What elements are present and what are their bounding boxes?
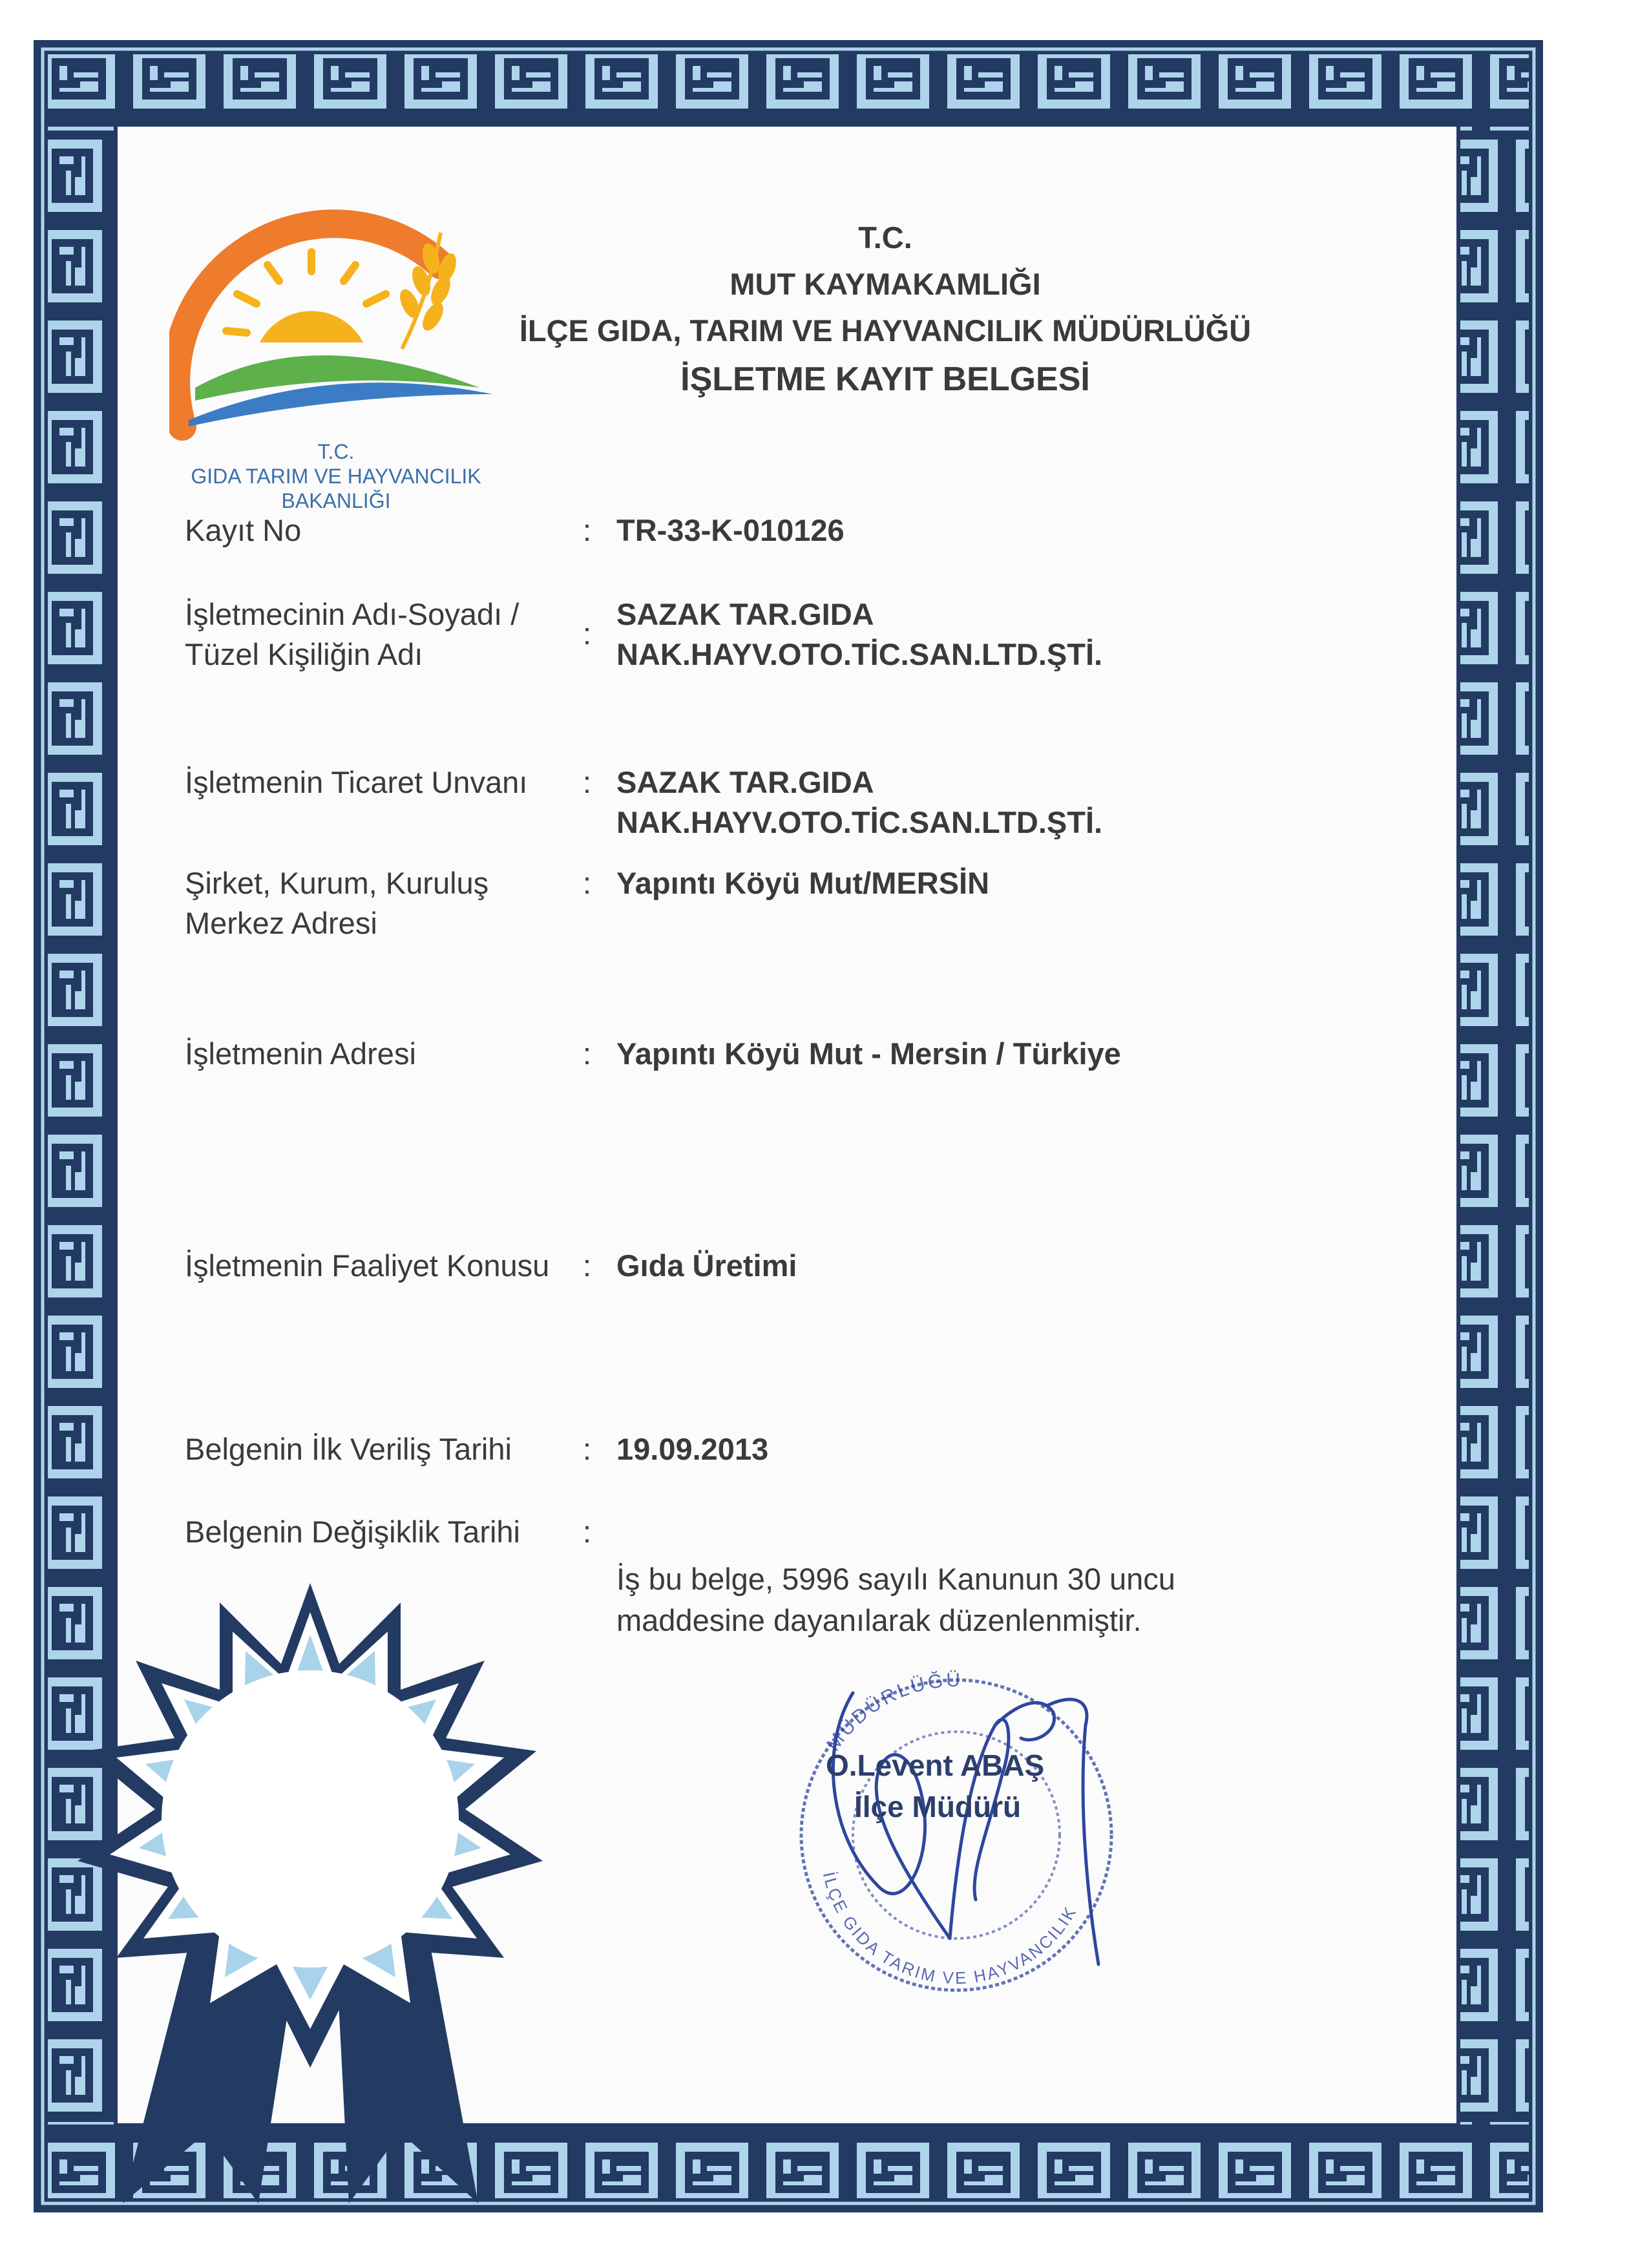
merkez-adresi-label-line1: Şirket, Kurum, Kuruluş (185, 866, 489, 900)
ilk-verilis-colon: : (583, 1432, 592, 1466)
faaliyet-konusu-label: İşletmenin Faaliyet Konusu (185, 1248, 550, 1283)
faaliyet-konusu-value: Gıda Üretimi (616, 1248, 797, 1283)
logo-caption (162, 439, 510, 513)
degisiklik-tarihi-colon: : (583, 1515, 592, 1549)
document-header (452, 215, 1318, 404)
merkez-adresi-label-line2: Merkez Adresi (185, 906, 377, 940)
header-tc: T.C. (858, 220, 912, 255)
merkez-adresi-colon: : (583, 866, 592, 900)
handwritten-signature (801, 1667, 1137, 2003)
legal-line-2: maddesine dayanılarak düzenlenmiştir. (616, 1603, 1142, 1637)
document-title: İŞLETME KAYIT BELGESİ (680, 361, 1090, 398)
legal-statement (616, 1559, 1327, 1641)
stamp-text-top: MÜDÜRLÜĞÜ (822, 1669, 963, 1755)
signatory-name: O.Levent ABAŞ (826, 1748, 1045, 1782)
faaliyet-konusu-colon: : (583, 1248, 592, 1283)
award-rosette-icon (65, 1564, 556, 2203)
ilk-verilis-value: 19.09.2013 (616, 1432, 769, 1466)
ticaret-unvani-colon: : (583, 765, 592, 799)
ticaret-unvani-value-line2: NAK.HAYV.OTO.TİC.SAN.LTD.ŞTİ. (616, 805, 1103, 839)
stamp-text-bottom: İLÇE GIDA TARIM VE HAYVANCILIK (819, 1870, 1081, 1988)
header-kaymakamlik: MUT KAYMAKAMLIĞI (730, 267, 1041, 301)
kayit-no-colon: : (583, 513, 592, 547)
degisiklik-tarihi-label: Belgenin Değişiklik Tarihi (185, 1515, 520, 1549)
isletmeci-label-line1: İşletmecinin Adı-Soyadı / (185, 597, 520, 631)
header-mudurluk: İLÇE GIDA, TARIM VE HAYVANCILIK MÜDÜRLÜĞÜ (519, 313, 1252, 348)
kayit-no-label: Kayıt No (185, 513, 302, 547)
ilk-verilis-label: Belgenin İlk Veriliş Tarihi (185, 1432, 512, 1466)
kayit-no-value: TR-33-K-010126 (616, 513, 845, 547)
logo-line-3: BAKANLIĞI (281, 489, 391, 512)
ticaret-unvani-label: İşletmenin Ticaret Unvanı (185, 765, 528, 799)
logo-line-2: GIDA TARIM VE HAYVANCILIK (191, 465, 481, 488)
isletme-adresi-colon: : (583, 1036, 592, 1071)
ticaret-unvani-value-line1: SAZAK TAR.GIDA (616, 765, 874, 799)
legal-line-1: İş bu belge, 5996 sayılı Kanunun 30 uncu (616, 1562, 1175, 1596)
isletme-adresi-value: Yapıntı Köyü Mut - Mersin / Türkiye (616, 1036, 1121, 1071)
isletmeci-label-line2: Tüzel Kişiliğin Adı (185, 637, 423, 671)
isletmeci-value-line2: NAK.HAYV.OTO.TİC.SAN.LTD.ŞTİ. (616, 637, 1103, 671)
isletmeci-value-line1: SAZAK TAR.GIDA (616, 597, 874, 631)
merkez-adresi-value: Yapıntı Köyü Mut/MERSİN (616, 866, 990, 900)
signatory-title: İlçe Müdürü (854, 1790, 1022, 1823)
isletmeci-colon: : (583, 616, 592, 651)
logo-line-1: T.C. (317, 440, 355, 463)
isletme-adresi-label: İşletmenin Adresi (185, 1036, 416, 1071)
